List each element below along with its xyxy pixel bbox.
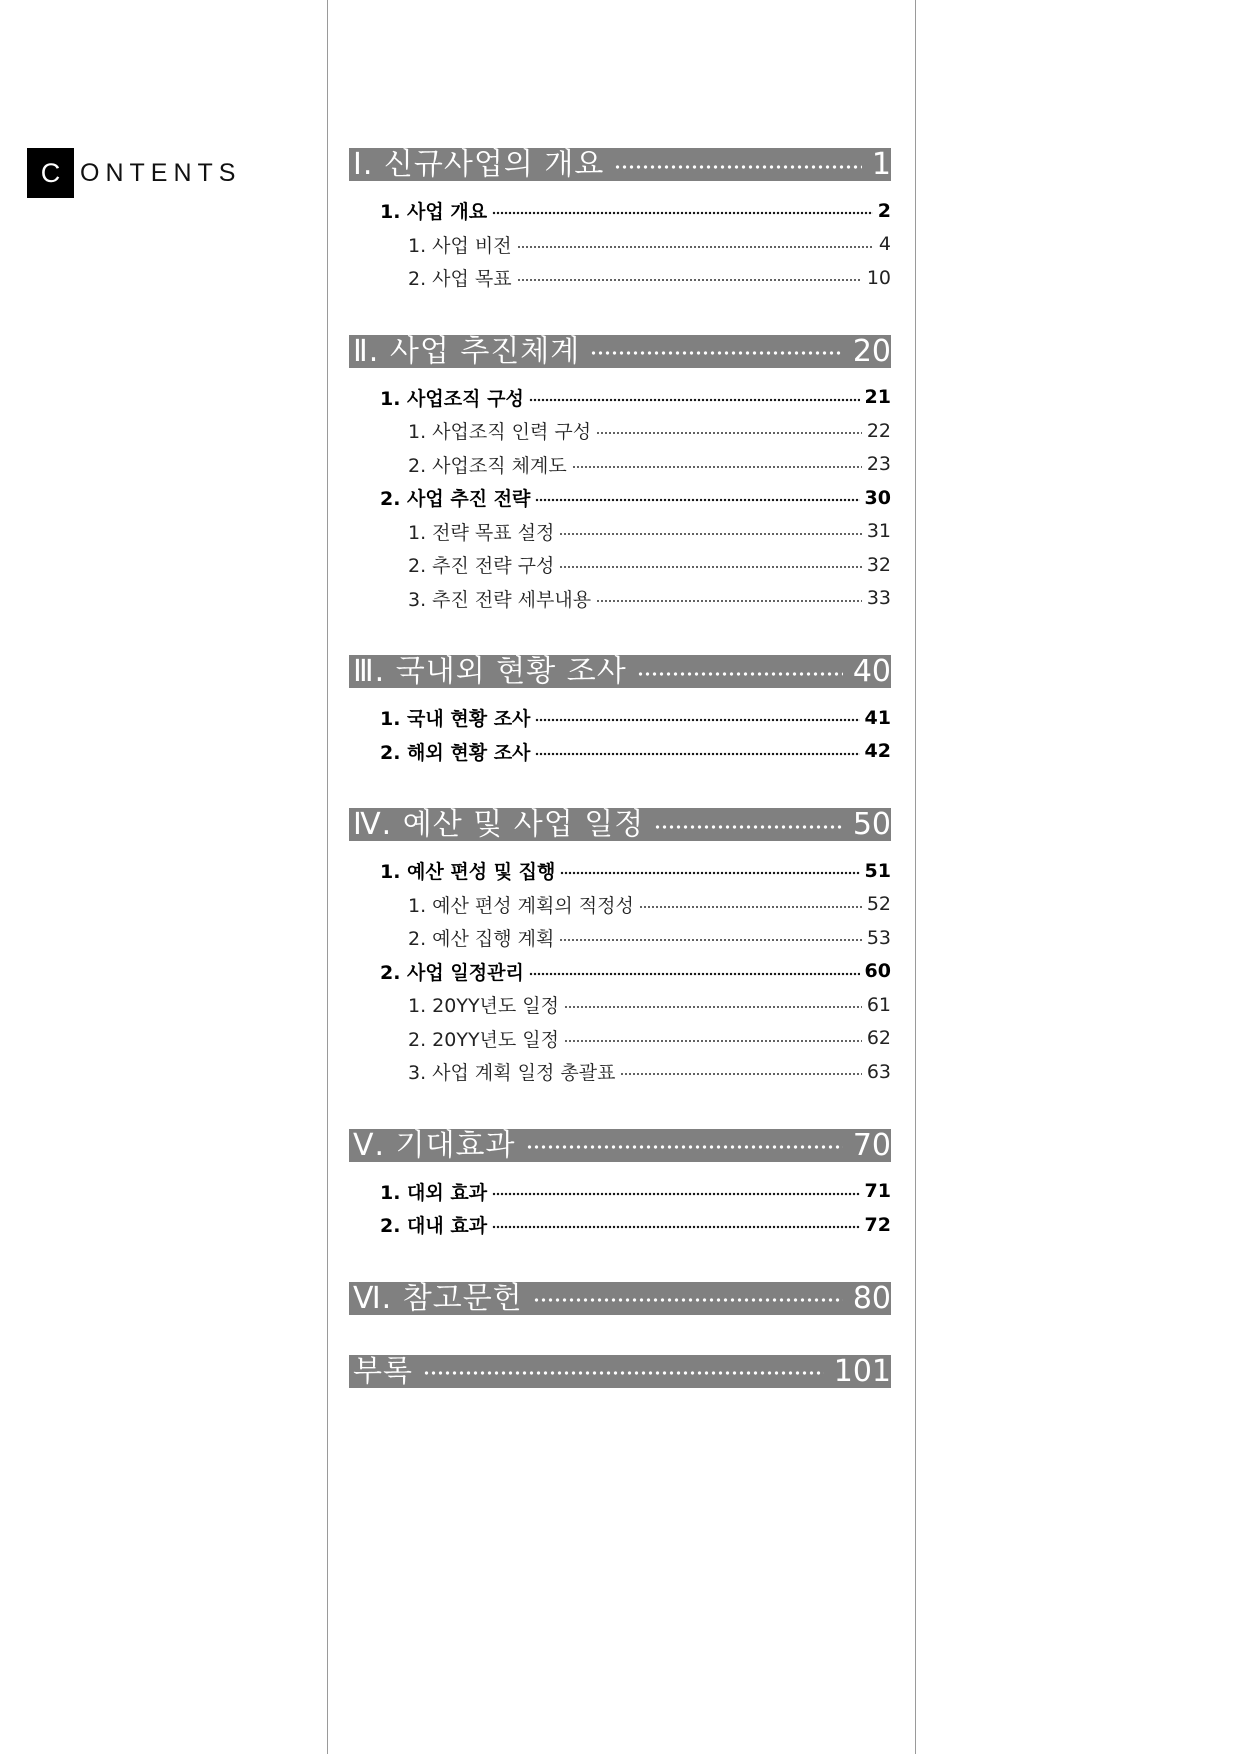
dot-leader <box>620 1072 861 1076</box>
section-page-number: 40 <box>852 654 891 689</box>
toc-entry <box>349 701 891 735</box>
section-title: Ⅲ. 국내외 현황 조사 <box>353 654 627 689</box>
toc-entry <box>349 1208 891 1242</box>
entry-page-number: 31 <box>866 520 891 543</box>
dot-leader <box>529 972 860 976</box>
toc-section <box>349 655 891 768</box>
dot-leader <box>564 1005 862 1009</box>
entry-page-number: 53 <box>866 926 891 949</box>
section-header <box>349 808 891 841</box>
entry-page-number: 30 <box>864 486 891 509</box>
dot-leader <box>529 398 860 402</box>
section-header <box>349 148 891 181</box>
toc-entry <box>349 381 891 415</box>
entry-page-number: 71 <box>864 1180 891 1203</box>
section-title: Ⅴ. 기대효과 <box>353 1127 516 1163</box>
entry-label: 1. 사업조직 구성 <box>380 387 524 410</box>
entry-label: 1. 사업 개요 <box>380 201 488 224</box>
toc-subentry <box>349 548 891 582</box>
left-margin-rule <box>327 0 328 1754</box>
toc-entry <box>349 735 891 769</box>
entry-label: 2. 예산 집행 계획 <box>408 928 555 951</box>
toc-section <box>349 1129 891 1242</box>
toc-subentry <box>349 228 891 262</box>
toc-subentry <box>349 888 891 922</box>
entry-label: 1. 전략 목표 설정 <box>408 521 555 544</box>
entry-page-number: 33 <box>866 587 891 610</box>
dot-leader <box>492 211 873 215</box>
section-title: Ⅳ. 예산 및 사업 일정 <box>353 807 645 842</box>
toc-section <box>349 148 891 295</box>
entry-page-number: 32 <box>866 553 891 576</box>
section-page-number: 50 <box>852 807 891 842</box>
section-page-number: 20 <box>852 333 891 369</box>
entry-label: 1. 20YY년도 일정 <box>408 995 560 1018</box>
dot-leader <box>559 938 861 942</box>
toc-section <box>349 1282 891 1315</box>
dot-leader <box>423 1370 824 1376</box>
section-page-number: 70 <box>852 1127 891 1163</box>
entry-label: 2. 사업 목표 <box>408 268 512 291</box>
section-header <box>349 1129 891 1162</box>
entry-page-number: 23 <box>866 453 891 476</box>
entry-page-number: 42 <box>864 740 891 763</box>
section-page-number: 80 <box>852 1280 891 1316</box>
entry-label: 2. 사업조직 체계도 <box>408 454 567 477</box>
toc-section <box>349 808 891 1089</box>
toc-subentry <box>349 515 891 549</box>
toc-subentry <box>349 261 891 295</box>
section-title: Ⅰ. 신규사업의 개요 <box>353 147 605 182</box>
dot-leader <box>492 1192 859 1196</box>
entry-page-number: 63 <box>866 1060 891 1083</box>
dot-leader <box>535 718 859 722</box>
dot-leader <box>535 752 859 756</box>
entry-page-number: 2 <box>877 199 891 222</box>
toc-entry <box>349 481 891 515</box>
entry-page-number: 22 <box>866 419 891 442</box>
right-margin-rule <box>915 0 916 1754</box>
dot-leader <box>492 1225 859 1229</box>
dot-leader <box>637 671 843 677</box>
entry-label: 1. 예산 편성 계획의 적정성 <box>408 894 634 917</box>
contents-heading <box>27 148 241 198</box>
entry-page-number: 52 <box>866 893 891 916</box>
entry-label: 3. 사업 계획 일정 총괄표 <box>408 1062 616 1085</box>
entry-label: 2. 대내 효과 <box>380 1215 488 1238</box>
entry-label: 1. 국내 현황 조사 <box>380 708 531 731</box>
section-header <box>349 655 891 688</box>
entry-page-number: 10 <box>866 266 891 289</box>
toc-section <box>349 335 891 616</box>
entry-label: 2. 추진 전략 구성 <box>408 555 555 578</box>
entry-page-number: 61 <box>866 993 891 1016</box>
dot-leader <box>526 1144 843 1150</box>
dot-leader <box>559 532 861 536</box>
entry-label: 1. 사업조직 인력 구성 <box>408 421 592 444</box>
toc-subentry <box>349 921 891 955</box>
section-page-number: 1 <box>871 147 891 182</box>
contents-rest: ONTENTS <box>80 158 242 187</box>
toc-entry <box>349 194 891 228</box>
section-title: 부록 <box>353 1353 413 1389</box>
entry-label: 1. 대외 효과 <box>380 1181 488 1204</box>
toc-entry <box>349 1175 891 1209</box>
entry-label: 2. 20YY년도 일정 <box>408 1028 560 1051</box>
dot-leader <box>639 905 862 909</box>
toc-subentry <box>349 582 891 616</box>
dot-leader <box>564 1039 862 1043</box>
entry-page-number: 62 <box>866 1027 891 1050</box>
toc-subentry <box>349 1055 891 1089</box>
dot-leader <box>517 278 862 282</box>
section-header <box>349 1355 891 1388</box>
dot-leader <box>533 1297 843 1303</box>
entry-page-number: 4 <box>878 233 891 256</box>
entry-label: 2. 사업 일정관리 <box>380 961 524 984</box>
section-header <box>349 335 891 368</box>
entry-page-number: 72 <box>864 1213 891 1236</box>
entry-label: 3. 추진 전략 세부내용 <box>408 588 592 611</box>
dot-leader <box>614 164 862 170</box>
dot-leader <box>596 431 862 435</box>
entry-page-number: 60 <box>864 960 891 983</box>
section-title: Ⅱ. 사업 추진체계 <box>353 333 581 369</box>
entry-label: 2. 사업 추진 전략 <box>380 488 531 511</box>
toc-subentry <box>349 448 891 482</box>
section-page-number: 101 <box>833 1353 891 1389</box>
entry-label: 1. 사업 비전 <box>408 234 512 257</box>
dot-leader <box>596 599 862 603</box>
dot-leader <box>535 498 859 502</box>
toc-subentry <box>349 1022 891 1056</box>
entry-page-number: 41 <box>864 706 891 729</box>
toc-subentry <box>349 414 891 448</box>
entry-page-number: 51 <box>864 859 891 882</box>
dot-leader <box>517 245 874 249</box>
dot-leader <box>572 465 862 469</box>
table-of-contents <box>349 148 891 1428</box>
contents-initial: C <box>27 148 74 198</box>
section-title: Ⅵ. 참고문헌 <box>353 1280 523 1316</box>
section-header <box>349 1282 891 1315</box>
toc-section <box>349 1355 891 1388</box>
toc-entry <box>349 854 891 888</box>
entry-label: 2. 해외 현황 조사 <box>380 741 531 764</box>
toc-entry <box>349 955 891 989</box>
dot-leader <box>590 350 843 356</box>
toc-subentry <box>349 988 891 1022</box>
dot-leader <box>560 871 859 875</box>
entry-label: 1. 예산 편성 및 집행 <box>380 861 556 884</box>
dot-leader <box>559 565 861 569</box>
entry-page-number: 21 <box>864 386 891 409</box>
dot-leader <box>654 824 843 830</box>
